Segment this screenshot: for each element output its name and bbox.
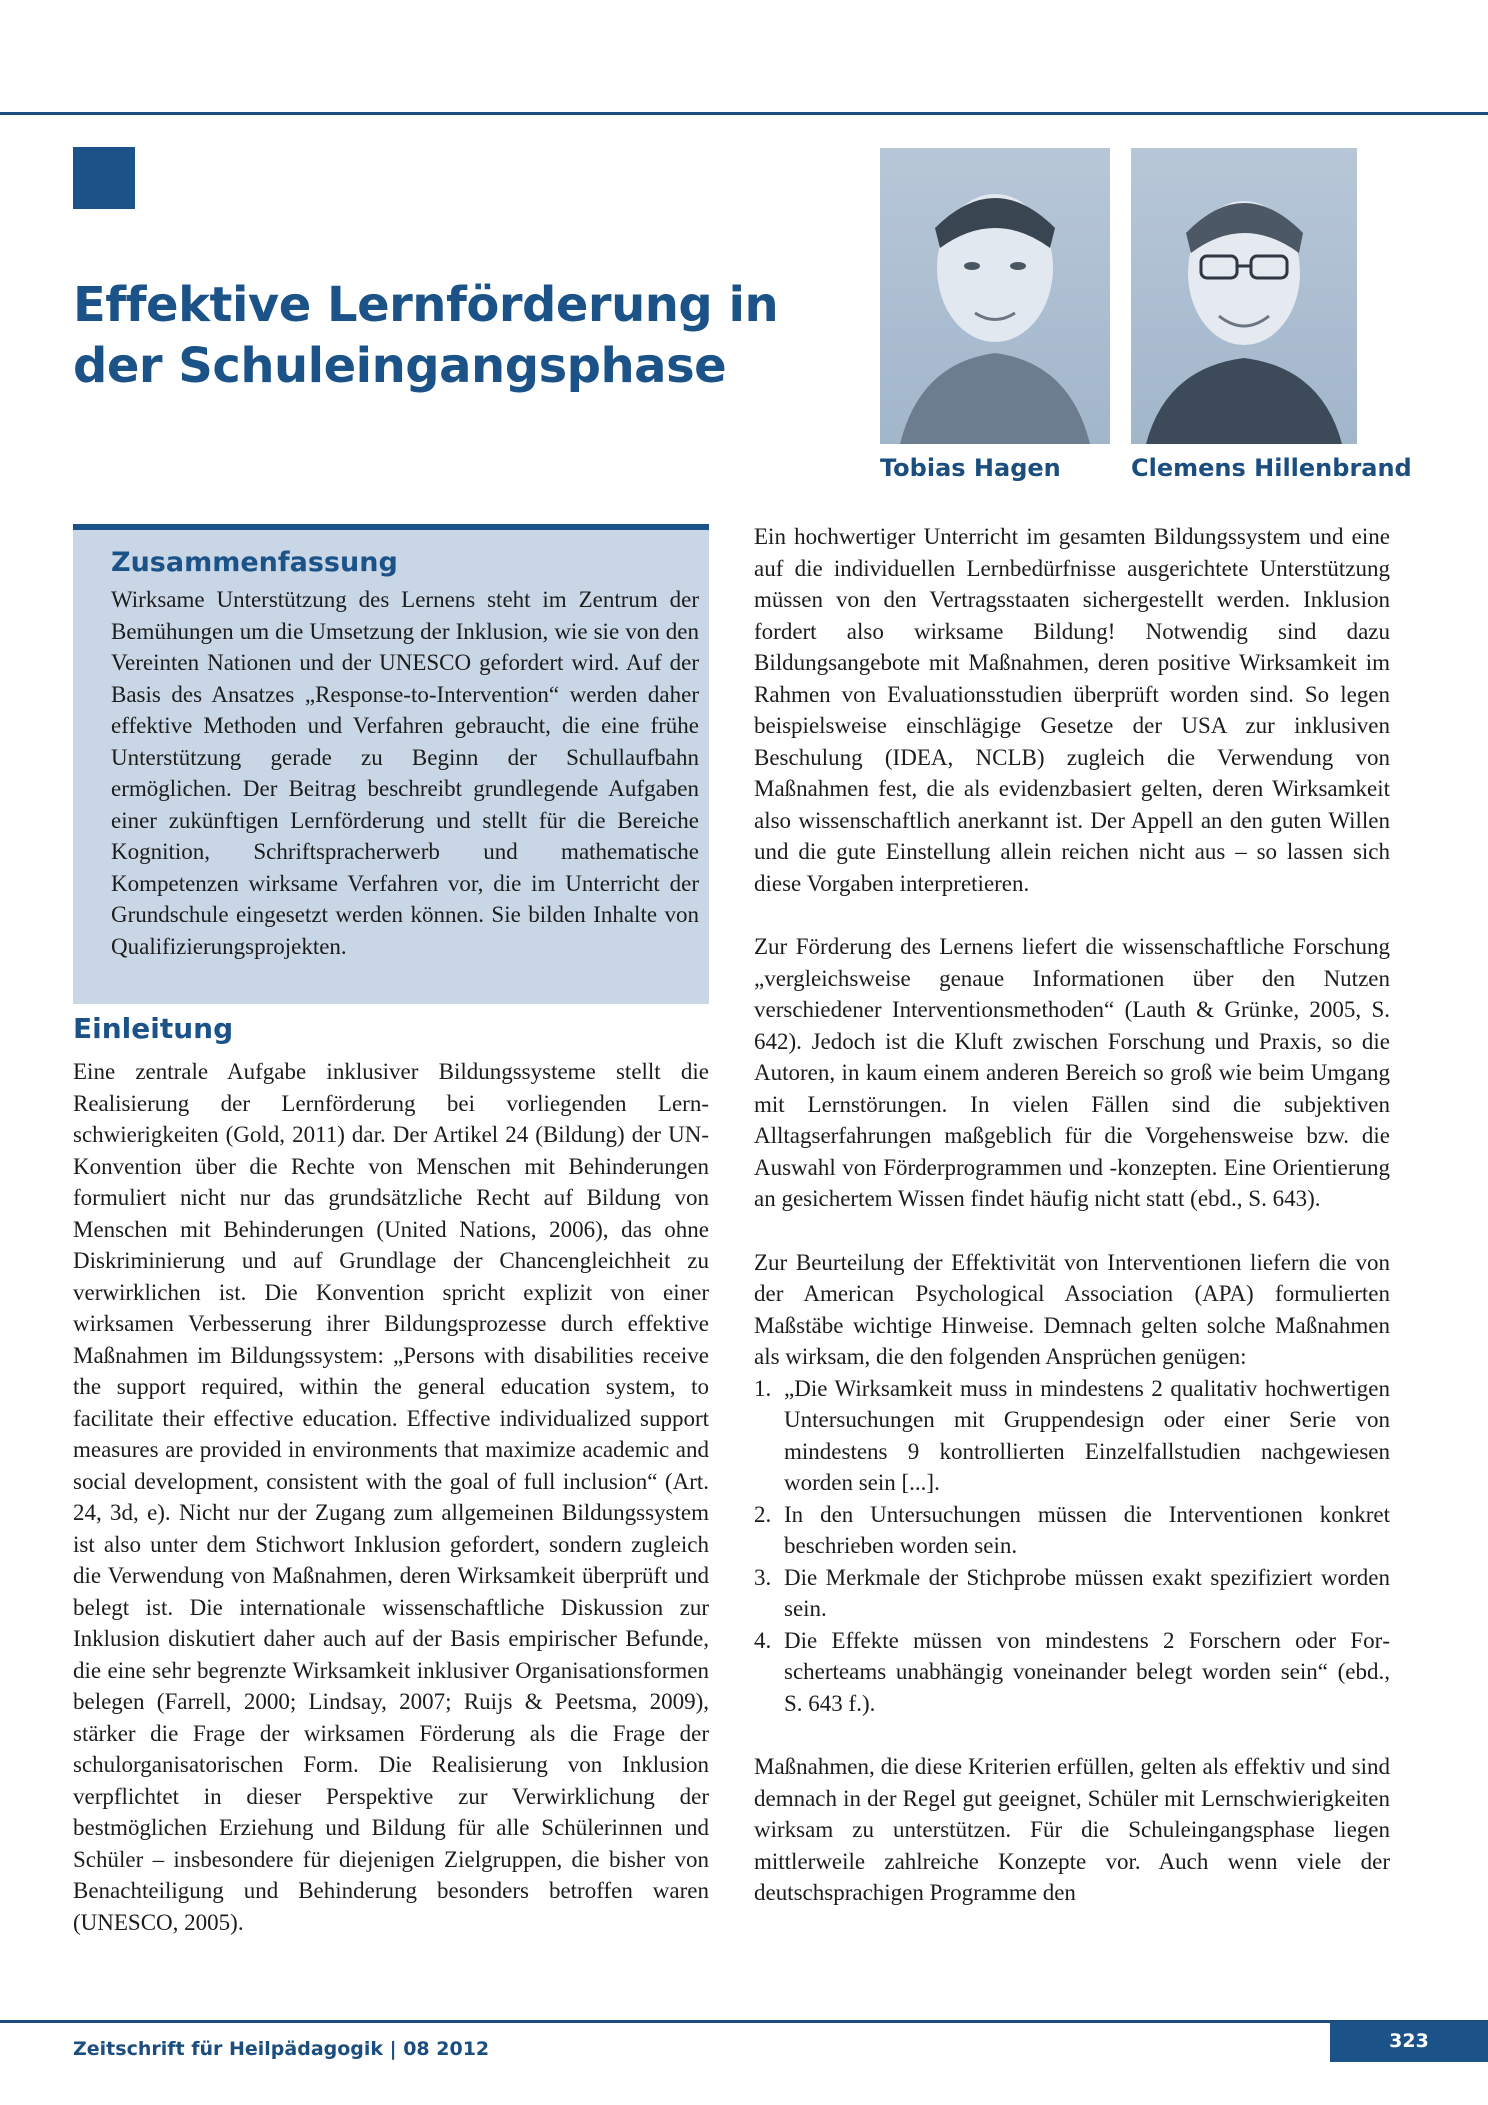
top-rule bbox=[0, 112, 1488, 115]
author-photo-tobias-hagen bbox=[880, 148, 1110, 444]
author-name-2: Clemens Hillenbrand bbox=[1131, 454, 1412, 482]
body-paragraph-2: Zur Förderung des Lernens liefert die wissenschaftliche Forschung „vergleichsweise genaue Informationen über den Nutzen verschiedener Interventionsmethoden“ (Lauth & Grünke, 2005, S. 642). Jedoch ist die Kluft zwischen Forschung und Praxis, so die Autoren, in kaum einem anderen Bereich so groß wie beim Umgang mit Lernstörungen. In vielen Fällen sind die subjektiven Alltagserfahrungen maßgeblich für die Vorgehensweise bzw. die Auswahl von Förderprogrammen und -konzepten. Eine Orientierung an gesichertem Wissen findet häufig nicht statt (ebd., S. 643). bbox=[754, 934, 1390, 1211]
author-name-1: Tobias Hagen bbox=[880, 454, 1061, 482]
list-item bbox=[754, 1373, 1390, 1499]
bottom-rule bbox=[0, 2020, 1488, 2023]
list-item-text: Die Effekte müssen von mindestens 2 Forschern oder Forscherteams unabhängig voneinander belegt worden sein“ (ebd., S. 643 f.). bbox=[784, 1627, 1390, 1716]
abstract-box bbox=[73, 524, 709, 1004]
list-item bbox=[754, 1499, 1390, 1562]
right-column bbox=[754, 521, 1390, 1909]
body-paragraph-closing: Maßnahmen, die diese Kriterien erfüllen, gelten als effektiv und sind demnach in der Regel gut geeignet, Schüler mit Lernschwierigkeiten wirksam zu unterstützen. Für die Schuleingangsphase liegen mittlerweile zahlreiche Konzepte vor. Auch wenn viele der deutschsprachigen Programme den bbox=[754, 1754, 1390, 1905]
list-item-text: „Die Wirksamkeit muss in mindestens 2 qualitativ hochwertigen Untersuchungen mit Gruppendesign oder einer Serie von mindestens 9 kontrollierten Einzelfallstudien nachgewiesen worden sein [...]. bbox=[784, 1375, 1390, 1495]
list-item-text: In den Untersuchungen müssen die Interventionen konkret beschrieben worden sein. bbox=[784, 1501, 1390, 1558]
list-item-number: 3. bbox=[754, 1564, 772, 1590]
article-title bbox=[73, 275, 793, 397]
list-item-text: Die Merkmale der Stichprobe müssen exakt spezifiziert worden sein. bbox=[784, 1564, 1390, 1621]
section-heading-einleitung: Einleitung bbox=[73, 1012, 234, 1045]
abstract-heading: Zusammenfassung bbox=[111, 547, 398, 578]
body-paragraph-3: Zur Beurteilung der Effektivität von Interventionen liefern die von der American Psychological Association (APA) formulierten Maßstäbe wichtige Hinweise. Demnach gelten solche Maßnahmen als wirksam, die den folgenden Ansprüchen genügen: bbox=[754, 1249, 1390, 1369]
abstract-text: Wirksame Unterstützung des Lernens steht im Zentrum der Bemühungen um die Umsetzung der Inklusion, wie sie von den Vereinten Nationen und der UNESCO gefordert wird. Auf der Basis des Ansatzes „Response-to-Intervention“ werden daher effektive Methoden und Verfahren gebraucht, die eine frühe Unterstützung gerade zu Beginn der Schullaufbahn ermöglichen. Der Beitrag beschreibt grundlegende Aufgaben einer zukünftigen Lernförderung und stellt für die Bereiche Kognition, Schriftspracherwerb und mathematische Kompetenzen wirksame Verfahren vor, die im Unterricht der Grundschule eingesetzt werden können. Sie bilden Inhalte von Qualifizierungsprojekten. bbox=[111, 587, 699, 959]
intro-paragraph: Eine zentrale Aufgabe inklusiver Bildungssysteme stellt die Realisierung der Lernförderung bei vorliegenden Lernschwierigkeiten (Gold, 2011) dar. Der Artikel 24 (Bildung) der UN-Konvention über die Rechte von Menschen mit Behinderungen formuliert nicht nur das grundsätzliche Recht auf Bildung von Menschen mit Behinderungen (United Nations, 2006), das ohne Diskriminierung und auf Grundlage der Chancengleichheit zu verwirklichen ist. Die Konvention spricht explizit von einer wirksamen Verbesserung ihrer Bildungsprozesse durch effektive Maßnahmen im Bildungssystem: „Persons with disabilities receive the support required, within the general education system, to facilitate their effective education. Effective individualized support measures are provided in environments that maximize academic and social development, consistent with the goal of full inclusion“ (Art. 24, 3d, e). Nicht nur der Zugang zum allgemeinen Bildungssystem ist also unter dem Stichwort Inklusion gefordert, sondern zugleich die Verwendung von Maßnahmen, deren Wirksamkeit überprüft und belegt ist. Die internationale wissenschaftliche Diskussion zur Inklusion diskutiert daher auch auf der Basis empirischer Befunde, die eine sehr begrenzte Wirksamkeit inklusiver Organisationsformen belegen (Farrell, 2000; Lindsay, 2007; Ruijs & Peetsma, 2009), stärker die Frage der wirksamen Förderung als die Frage der schulorganisatorischen Form. Die Realisierung von Inklusion verpflichtet in dieser Perspektive zur Verwirklichung der bestmöglichen Erziehung und Bildung für alle Schülerinnen und Schüler – insbesondere für diejenigen Zielgruppen, die bisher von Benachteiligung und Behinderung besonders betroffen waren (UNESCO, 2005). bbox=[73, 1059, 709, 1935]
person-silhouette-icon bbox=[880, 148, 1110, 444]
body-paragraph-1: Ein hochwertiger Unterricht im gesamten Bildungssystem und eine auf die individuellen Lernbedürfnisse ausgerichtete Unterstützung müssen von den Vertragsstaaten sichergestellt werden. Inklusion fordert also wirksame Bildung! Notwendig sind dazu Bildungsangebote mit Maßnahmen, deren positive Wirksamkeit im Rahmen von Evaluationsstudien überprüft worden sind. So legen beispielsweise einschlägige Gesetze der USA zur inklusiven Beschulung (IDEA, NCLB) zugleich die Verwendung von Maßnahmen fest, die als evidenzbasiert gelten, deren Wirksamkeit also wissenschaftlich anerkannt ist. Der Appell an den guten Willen und die gute Einstellung allein reichen nicht aus – so lassen sich diese Vorgaben interpretieren. bbox=[754, 524, 1390, 896]
list-item bbox=[754, 1625, 1390, 1720]
criteria-list bbox=[754, 1373, 1390, 1720]
footer-journal-info: Zeitschrift für Heilpädagogik | 08 2012 bbox=[73, 2038, 490, 2060]
blue-square-marker-icon bbox=[73, 147, 135, 209]
list-item-number: 4. bbox=[754, 1627, 772, 1653]
list-item-number: 1. bbox=[754, 1375, 772, 1401]
left-column bbox=[73, 1056, 709, 1938]
title-line-1: Effektive Lernförderung in bbox=[73, 277, 779, 333]
page-number: 323 bbox=[1330, 2022, 1488, 2062]
list-item bbox=[754, 1562, 1390, 1625]
list-item-number: 2. bbox=[754, 1501, 772, 1527]
title-line-2: der Schuleingangsphase bbox=[73, 338, 727, 394]
author-photo-clemens-hillenbrand bbox=[1131, 148, 1357, 444]
person-silhouette-icon bbox=[1131, 148, 1357, 444]
